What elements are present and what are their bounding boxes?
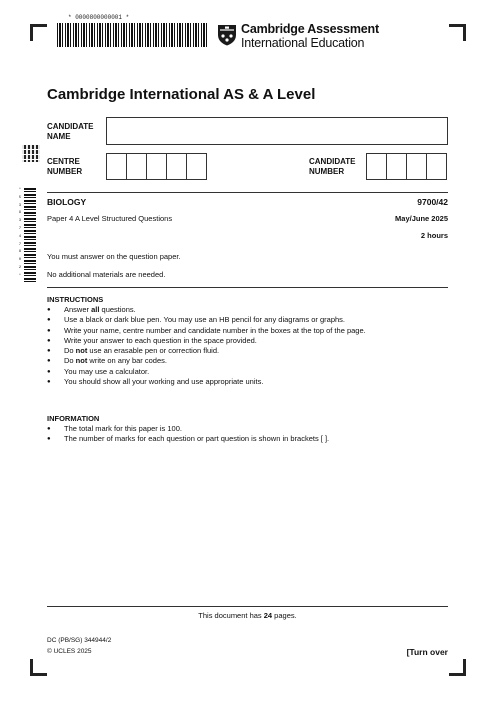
digit-box[interactable] bbox=[406, 153, 427, 180]
digit-box[interactable] bbox=[426, 153, 447, 180]
instruction-item bbox=[47, 326, 366, 336]
page-count-text: pages. bbox=[272, 611, 297, 620]
instruction-text: questions. bbox=[99, 305, 136, 314]
information-item bbox=[47, 434, 329, 444]
information-text: The total mark for this paper is 100. bbox=[64, 424, 182, 433]
information-item bbox=[47, 424, 329, 434]
instruction-item bbox=[47, 356, 366, 366]
cambridge-crest-icon bbox=[217, 24, 237, 46]
digit-box[interactable] bbox=[106, 153, 127, 180]
side-char: 3 bbox=[18, 219, 22, 224]
instruction-text: Write your answer to each question in the space provided. bbox=[64, 335, 257, 345]
page-count-number: 24 bbox=[263, 611, 273, 620]
label-line: CANDIDATE bbox=[47, 122, 94, 131]
instruction-text: Write your name, centre number and candidate number in the boxes at the top of the page. bbox=[64, 325, 366, 335]
instruction-text: You may use a calculator. bbox=[64, 366, 150, 376]
information-text: The number of marks for each question or part question is shown in brackets [ ]. bbox=[64, 434, 330, 444]
page-count-text: This document has bbox=[198, 611, 264, 620]
instruction-item bbox=[47, 346, 366, 356]
instruction-text: use an erasable pen or correction fluid. bbox=[87, 346, 220, 356]
label-line: NAME bbox=[47, 132, 71, 141]
side-char: 7 bbox=[18, 226, 22, 231]
note-no-materials: No additional materials are needed. bbox=[47, 270, 166, 279]
side-char: 9 bbox=[18, 211, 22, 216]
copyright: © UCLES 2025 bbox=[47, 648, 92, 655]
exam-duration: 2 hours bbox=[420, 231, 448, 240]
instruction-text: Use a black or dark blue pen. You may use an HB pencil for any diagrams or graphs. bbox=[64, 315, 345, 325]
instruction-item bbox=[47, 315, 366, 325]
instructions-list bbox=[47, 305, 366, 387]
instruction-emphasis: all bbox=[91, 305, 100, 314]
qualification-title: Cambridge International AS & A Level bbox=[47, 86, 316, 103]
candidate-name-label bbox=[47, 122, 94, 142]
label-line: CENTRE bbox=[47, 157, 80, 166]
side-char: 5 bbox=[18, 195, 22, 200]
side-char: 0 bbox=[18, 258, 22, 263]
divider bbox=[47, 192, 448, 193]
digit-box[interactable] bbox=[126, 153, 147, 180]
divider bbox=[47, 606, 448, 607]
label-line: NUMBER bbox=[47, 167, 83, 176]
exam-session: May/June 2025 bbox=[395, 214, 448, 223]
crop-mark-top-right bbox=[463, 24, 466, 41]
centre-number-label bbox=[47, 157, 82, 177]
document-code: DC (PB/SG) 344944/2 bbox=[47, 637, 112, 644]
side-char: * bbox=[18, 188, 22, 192]
instruction-emphasis: not bbox=[75, 356, 88, 366]
digit-box[interactable] bbox=[366, 153, 387, 180]
syllabus-code: 9700/42 bbox=[417, 197, 448, 207]
information-heading: INFORMATION bbox=[47, 414, 100, 423]
side-char: 4 bbox=[18, 234, 22, 239]
divider bbox=[47, 287, 448, 288]
crop-mark-bottom-right bbox=[463, 659, 466, 676]
instruction-item bbox=[47, 305, 366, 315]
qr-code-icon bbox=[22, 144, 40, 162]
information-list bbox=[47, 424, 329, 445]
turn-over: [Turn over bbox=[406, 647, 448, 657]
instructions-heading: INSTRUCTIONS bbox=[47, 295, 104, 304]
barcode-icon bbox=[57, 23, 209, 47]
side-barcode-code bbox=[17, 187, 23, 281]
note-answer-on-paper: You must answer on the question paper. bbox=[47, 252, 181, 261]
label-line: NUMBER bbox=[309, 167, 345, 176]
logo-subtitle: International Education bbox=[241, 36, 365, 50]
centre-number-boxes[interactable] bbox=[106, 153, 206, 180]
candidate-number-boxes[interactable] bbox=[366, 153, 446, 180]
side-char: * bbox=[18, 273, 22, 278]
instruction-text: You should show all your working and use appropriate units. bbox=[64, 377, 264, 387]
digit-box[interactable] bbox=[166, 153, 187, 180]
side-char: 7 bbox=[18, 242, 22, 247]
logo-title: Cambridge Assessment bbox=[241, 22, 379, 36]
digit-box[interactable] bbox=[386, 153, 407, 180]
label-line: CANDIDATE bbox=[309, 157, 356, 166]
instruction-text: write on any bar codes. bbox=[87, 356, 167, 366]
instruction-text: Do bbox=[64, 346, 76, 356]
candidate-name-field[interactable] bbox=[106, 117, 448, 145]
crop-mark-top-left bbox=[30, 24, 33, 41]
instruction-item bbox=[47, 367, 366, 377]
digit-box[interactable] bbox=[146, 153, 167, 180]
side-barcode-icon bbox=[24, 188, 36, 282]
instruction-text: Do bbox=[64, 356, 76, 366]
paper-title: Paper 4 A Level Structured Questions bbox=[47, 214, 173, 223]
subject-title: BIOLOGY bbox=[47, 197, 87, 207]
side-char: 3 bbox=[18, 203, 22, 208]
candidate-number-label bbox=[309, 157, 356, 177]
page-count-note bbox=[47, 611, 448, 620]
instruction-emphasis: not bbox=[75, 346, 88, 356]
instruction-text: Answer bbox=[64, 305, 92, 314]
barcode-number: * 0000800000001 * bbox=[68, 14, 130, 21]
instruction-item bbox=[47, 336, 366, 346]
side-char: 2 bbox=[18, 265, 22, 270]
crop-mark-bottom-left bbox=[30, 659, 33, 676]
instruction-item bbox=[47, 377, 366, 387]
digit-box[interactable] bbox=[186, 153, 207, 180]
side-char: 8 bbox=[18, 250, 22, 255]
